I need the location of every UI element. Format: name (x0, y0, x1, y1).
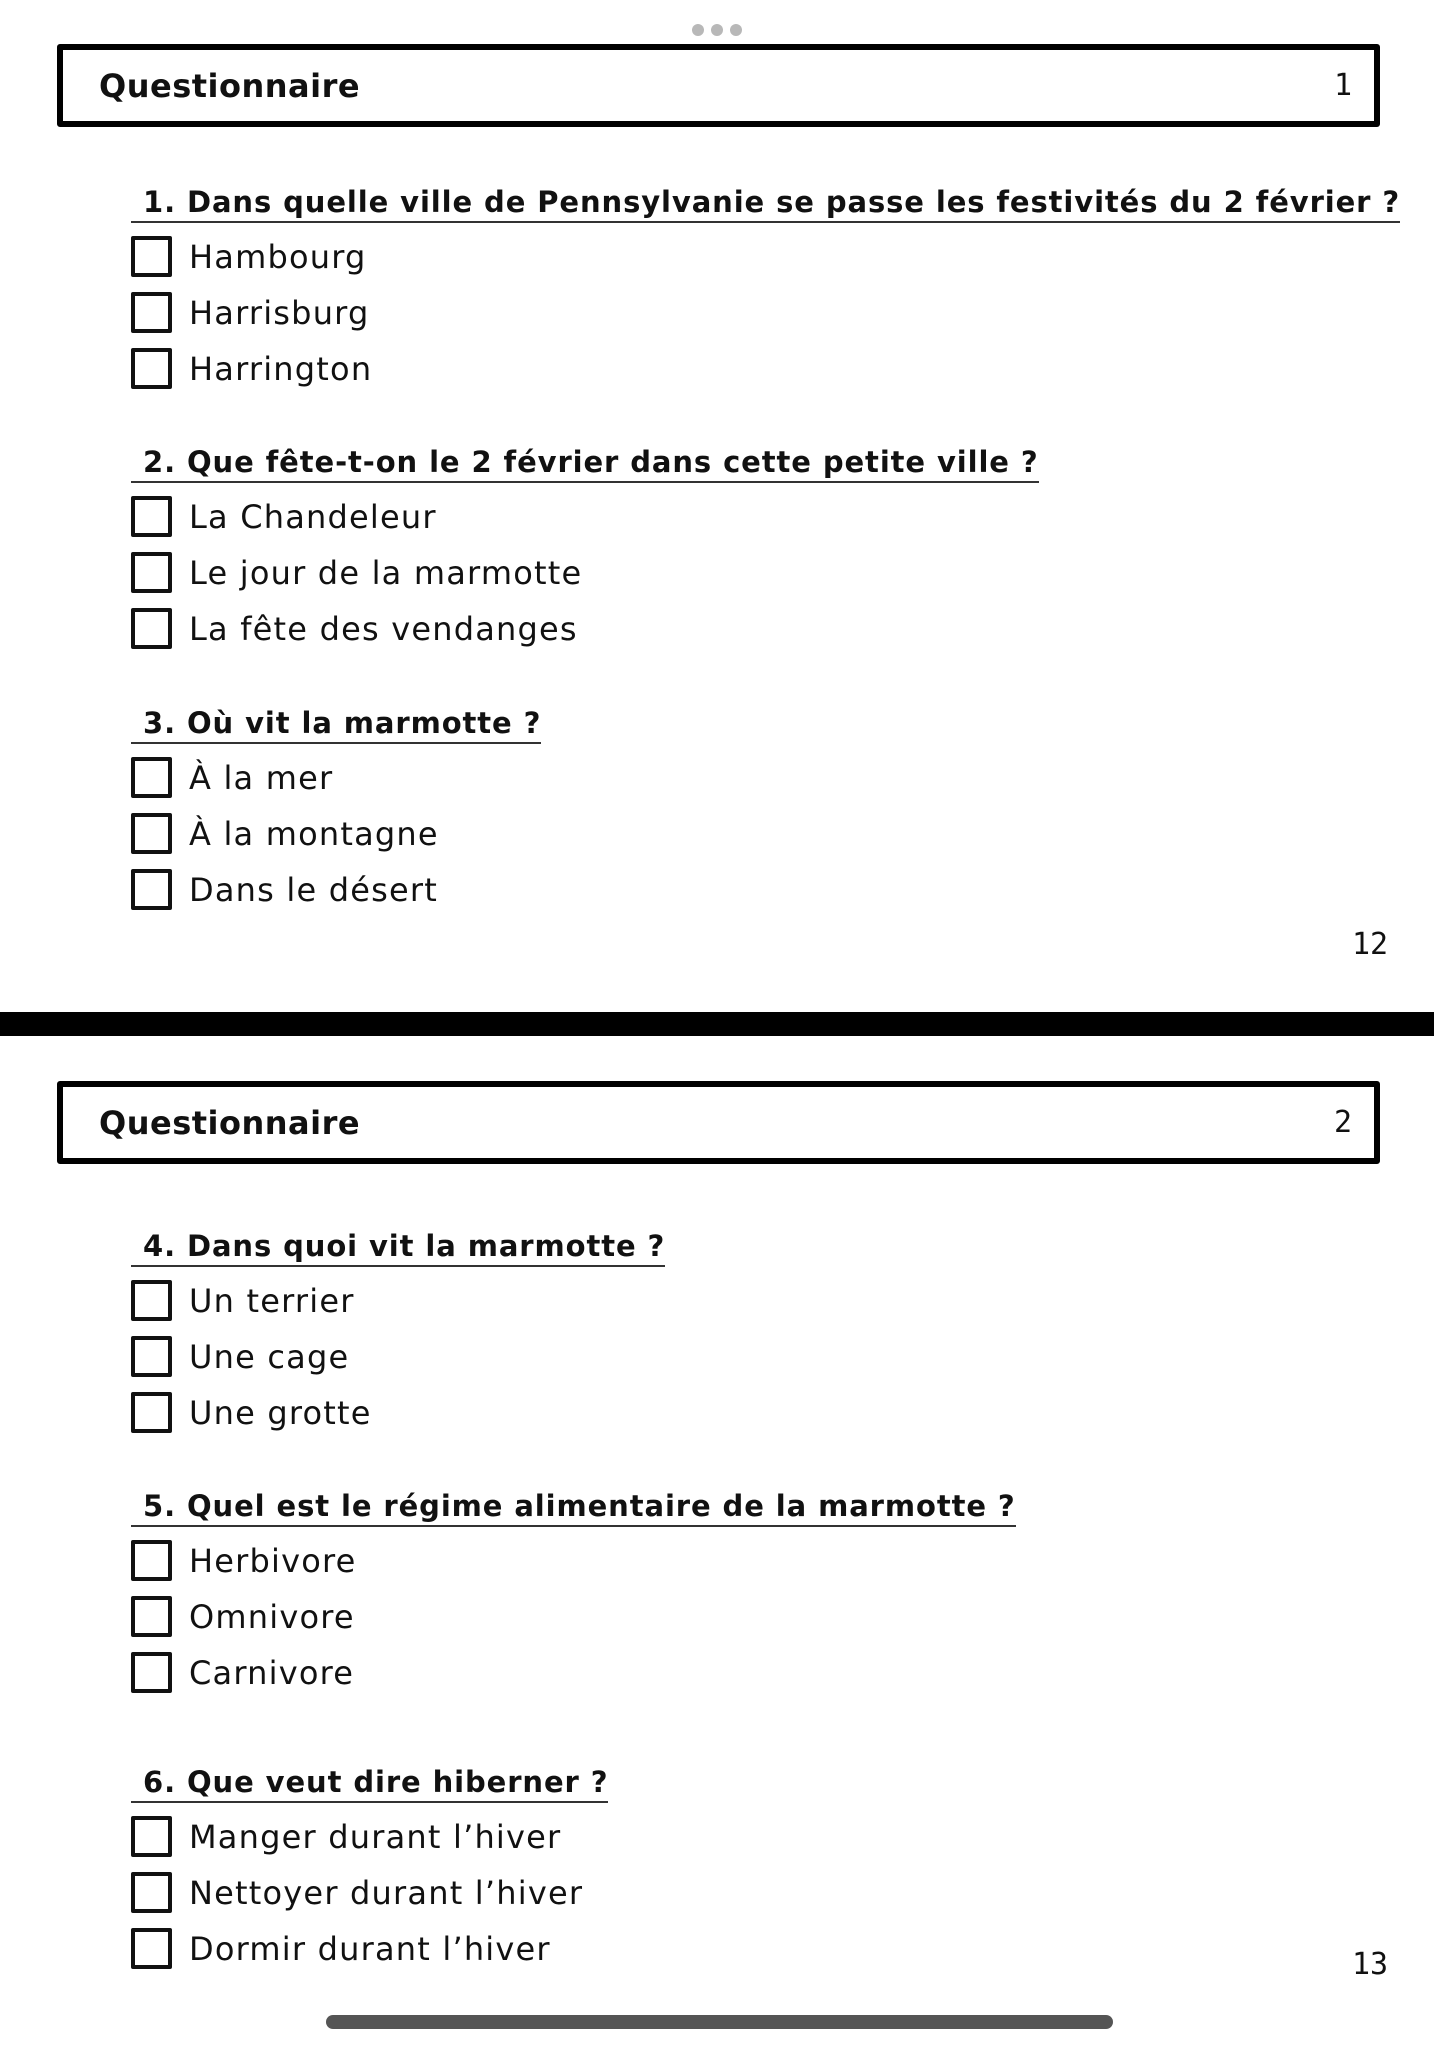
checkbox[interactable] (131, 1652, 172, 1693)
option-item[interactable] (131, 869, 541, 926)
page-number: 12 (1352, 927, 1389, 962)
option-item[interactable] (131, 1540, 1016, 1597)
option-label: Une grotte (189, 1393, 372, 1432)
checkbox[interactable] (131, 1280, 172, 1321)
checkbox[interactable] (131, 1540, 172, 1581)
option-item[interactable] (131, 1872, 608, 1929)
option-label: Herbivore (189, 1541, 357, 1580)
question-6 (131, 1765, 608, 1985)
options-list (131, 1540, 1016, 1709)
question-1 (131, 185, 1400, 405)
option-label: Nettoyer durant l’hiver (189, 1873, 584, 1912)
question-title: 2. Que fête-t-on le 2 février dans cette petite ville ? (131, 445, 1039, 483)
options-list (131, 236, 1400, 405)
options-list (131, 1816, 608, 1985)
option-item[interactable] (131, 1652, 1016, 1709)
option-label: Dormir durant l’hiver (189, 1929, 551, 1968)
checkbox[interactable] (131, 1392, 172, 1433)
option-item[interactable] (131, 496, 1039, 553)
page-header (57, 44, 1380, 127)
option-item[interactable] (131, 1596, 1016, 1653)
header-title: Questionnaire (99, 1104, 361, 1142)
checkbox[interactable] (131, 1872, 172, 1913)
question-title: 6. Que veut dire hiberner ? (131, 1765, 608, 1803)
header-number: 2 (1333, 1105, 1352, 1140)
multitasking-dots-icon[interactable] (692, 23, 742, 37)
options-list (131, 1280, 665, 1449)
checkbox[interactable] (131, 236, 172, 277)
options-list (131, 496, 1039, 665)
question-3 (131, 706, 541, 926)
checkbox[interactable] (131, 1816, 172, 1857)
option-item[interactable] (131, 348, 1400, 405)
option-label: La Chandeleur (189, 497, 437, 536)
option-label: La fête des vendanges (189, 609, 578, 648)
checkbox[interactable] (131, 1928, 172, 1969)
header-title: Questionnaire (99, 67, 361, 105)
page-number: 13 (1352, 1947, 1389, 1982)
option-item[interactable] (131, 608, 1039, 665)
options-list (131, 757, 541, 926)
dot-icon (730, 24, 742, 36)
option-item[interactable] (131, 236, 1400, 293)
page-divider (0, 1012, 1434, 1036)
question-2 (131, 445, 1039, 665)
checkbox[interactable] (131, 1596, 172, 1637)
question-title: 3. Où vit la marmotte ? (131, 706, 541, 744)
option-label: Harrington (189, 349, 373, 388)
page-header (57, 1081, 1380, 1164)
option-item[interactable] (131, 1336, 665, 1393)
option-item[interactable] (131, 1816, 608, 1873)
question-title: 1. Dans quelle ville de Pennsylvanie se passe les festivités du 2 février ? (131, 185, 1400, 223)
option-item[interactable] (131, 1928, 608, 1985)
checkbox[interactable] (131, 496, 172, 537)
checkbox[interactable] (131, 292, 172, 333)
dot-icon (692, 24, 704, 36)
question-4 (131, 1229, 665, 1449)
checkbox[interactable] (131, 348, 172, 389)
header-number: 1 (1333, 68, 1352, 103)
question-title: 5. Quel est le régime alimentaire de la marmotte ? (131, 1489, 1016, 1527)
dot-icon (711, 24, 723, 36)
option-label: À la montagne (189, 814, 439, 853)
checkbox[interactable] (131, 608, 172, 649)
question-title: 4. Dans quoi vit la marmotte ? (131, 1229, 665, 1267)
option-label: À la mer (189, 758, 334, 797)
question-5 (131, 1489, 1016, 1709)
option-item[interactable] (131, 292, 1400, 349)
option-label: Hambourg (189, 237, 367, 276)
option-item[interactable] (131, 757, 541, 814)
home-indicator[interactable] (326, 2015, 1113, 2029)
checkbox[interactable] (131, 1336, 172, 1377)
option-item[interactable] (131, 813, 541, 870)
option-label: Une cage (189, 1337, 350, 1376)
option-item[interactable] (131, 1280, 665, 1337)
option-label: Harrisburg (189, 293, 370, 332)
option-label: Omnivore (189, 1597, 355, 1636)
option-item[interactable] (131, 1392, 665, 1449)
option-label: Dans le désert (189, 870, 438, 909)
checkbox[interactable] (131, 869, 172, 910)
option-item[interactable] (131, 552, 1039, 609)
option-label: Carnivore (189, 1653, 355, 1692)
option-label: Manger durant l’hiver (189, 1817, 562, 1856)
checkbox[interactable] (131, 552, 172, 593)
checkbox[interactable] (131, 757, 172, 798)
option-label: Un terrier (189, 1281, 355, 1320)
option-label: Le jour de la marmotte (189, 553, 583, 592)
checkbox[interactable] (131, 813, 172, 854)
